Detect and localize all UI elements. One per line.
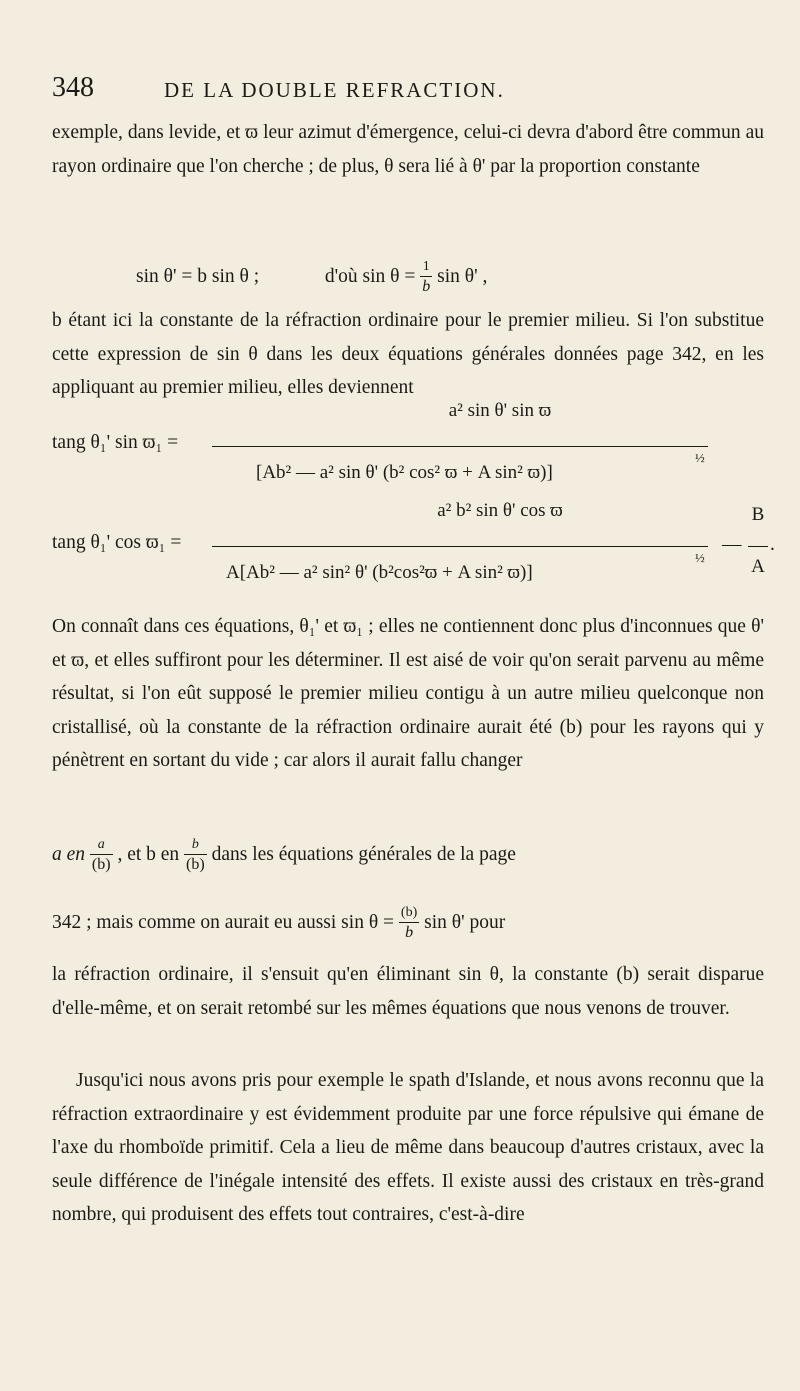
page-number: 348: [52, 72, 94, 103]
equation-3-numerator: a² b² sin θ' cos ϖ: [437, 500, 563, 521]
fraction-a-over-b: $\frac{a}{(b)}$: [91, 837, 111, 873]
equation-1: [136, 260, 800, 295]
equation-3-rhs-denominator: A: [751, 556, 765, 577]
equation-3-minus: —: [722, 534, 742, 555]
paragraph-1: exemple, dans levide, et ϖ leur azimut d'émergence, celui-ci devra d'abord être commun au rayon ordinaire que l'on cherche ; de plus, θ sera lié à θ' par la proportion constante: [52, 122, 764, 177]
equation-1-left: sin θ' = b sin θ ;: [136, 265, 260, 287]
paragraph-2: b étant ici la constante de la réfraction ordinaire pour le premier milieu. Si l'on substitue cette expression de sin θ dans les deux équations générales données page 342, en les appliquant au premier milieu, elles deviennent: [52, 310, 764, 398]
equation-3-lhs: tang θ₁' cos ϖ₁ =: [52, 532, 182, 553]
fraction-paren-b-over-b: $\frac{(b)}{b}$: [400, 905, 418, 941]
equation-1-fraction: $\frac{1}{b}$: [422, 259, 431, 295]
paragraph-3: On connaît dans ces équations, θ₁' et ϖ₁ ; elles ne contiennent donc plus d'inconnues que θ' et ϖ, et elles suffiront pour les déterminer. Il est aisé de voir qu'on serait parvenu au même résultat, si l'on eût supposé le premier milieu contigu à un autre milieu quelconque non cristallisé, où la constante de la réfraction ordinaire aurait été (b) pour les rayons qui y pénètrent en sortant du vide ; car alors il aurait fallu changer: [52, 616, 764, 771]
equation-3-exponent: ½: [695, 550, 705, 565]
equation-1-mid: d'où sin θ =: [324, 265, 416, 287]
substitution-line: a en $\frac{a}{(b)}$ , et b en $\frac{b}{(b)}$ dans les équations générales de la page: [52, 837, 516, 873]
page-header: [52, 72, 752, 108]
equation-3-denominator: A[Ab² — a² sin² θ' (b²cos²ϖ + A sin² ϖ)]: [226, 562, 533, 583]
equation-2-lhs: tang θ₁' sin ϖ₁ =: [52, 432, 179, 453]
equation-3-rhs-bar: [748, 546, 768, 547]
equation-2-fraction-bar: [212, 446, 708, 447]
equation-3-fraction-bar: [212, 546, 708, 547]
fraction-b-over-b: $\frac{b}{(b)}$: [186, 837, 205, 873]
equation-2-exponent: ½: [695, 450, 705, 465]
equation-3-rhs-numerator: B: [751, 504, 765, 525]
equation-3-period: .: [770, 534, 775, 555]
paragraph-4: la réfraction ordinaire, il s'ensuit qu'en éliminant sin θ, la constante (b) serait disparue d'elle-même, et on serait retombé sur les mêmes équations que nous venons de trouver.: [52, 964, 764, 1019]
sin-theta-line: 342 ; mais comme on aurait eu aussi sin θ = $\frac{(b)}{b}$ sin θ' pour: [52, 905, 506, 941]
equation-2-numerator: a² sin θ' sin ϖ: [448, 400, 552, 421]
equation-2-denominator: [Ab² — a² sin θ' (b² cos² ϖ + A sin² ϖ)]: [256, 462, 553, 483]
paragraph-5: Jusqu'ici nous avons pris pour exemple le spath d'Islande, et nous avons reconnu que la réfraction extraordinaire y est évidemment produite par une force répulsive qui émane de l'axe du rhomboïde primitif. Cela a lieu de même dans beaucoup d'autres cristaux, avec la seule différence de l'inégale intensité des effets. Il existe aussi des cristaux en très-grand nombre, qui produisent des effets tout contraires, c'est-à-dire: [52, 1070, 764, 1225]
equation-1-right: sin θ' ,: [437, 265, 488, 287]
running-head: DE LA DOUBLE REFRACTION.: [164, 78, 505, 102]
